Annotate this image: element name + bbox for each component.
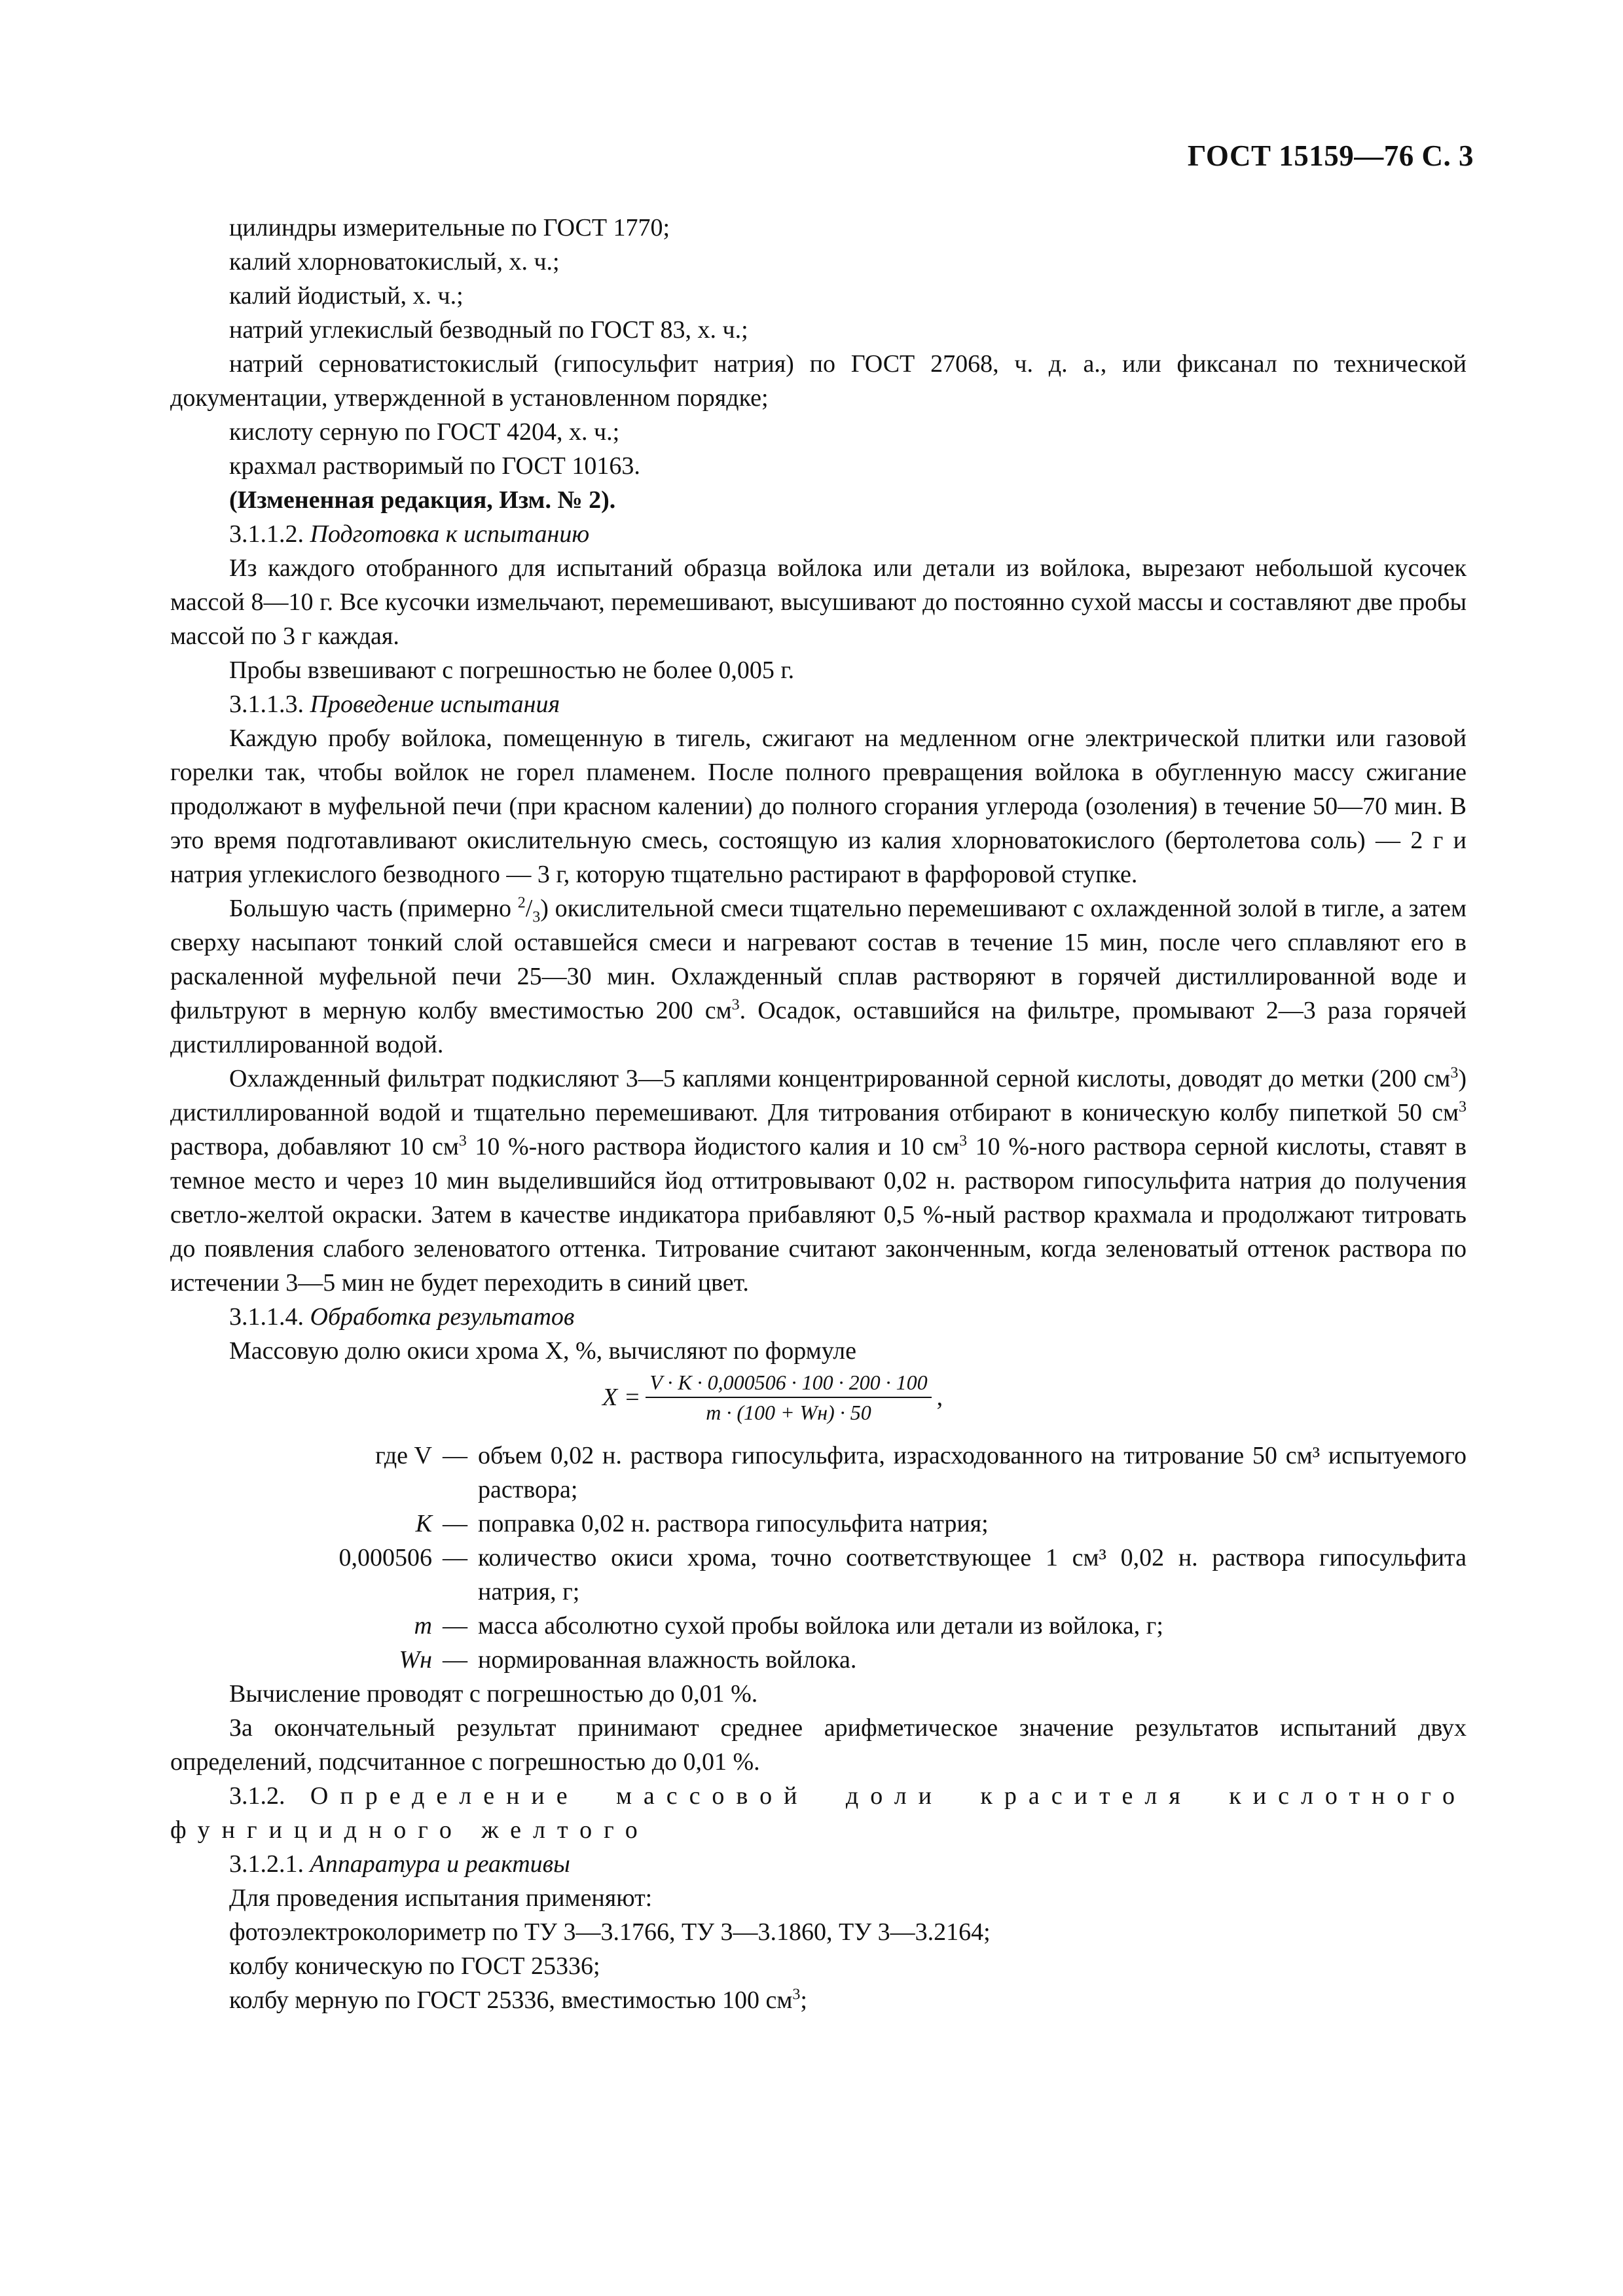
definition-dash: — [443,1544,467,1571]
definition-dash: — [443,1646,467,1674]
reagent-line: калий хлорноватокислый, х. ч.; [229,248,560,276]
paragraph: Каждую пробу войлока, помещенную в тигель, сжигают на медленном огне электрической плитки или газовой горелки так, чтобы войлок не горел пламенем. После полного превращения войлока в обугленную массу сжигание продолжают в муфельной печи (при красном калении) до полного сгорания углерода (озоления) в течение 50—70 мин. В это время подготавливают окислительную смесь, состоящую из калия хлорноватокислого (бертолетова соль) — 2 г и натрия углекислого безводного — 3 г, которую тщательно растирают в фарфоровой ступке. [170,725,1467,888]
reagent-line: цилиндры измерительные по ГОСТ 1770; [229,214,670,242]
equipment-line: колбу мерную по ГОСТ 25336, вместимостью 100 $см^3$; [229,1986,807,2014]
reagent-line: кислоту серную по ГОСТ 4204, х. ч.; [229,418,620,446]
definition-symbol: 0,000506 [338,1544,432,1571]
reagent-line: калий йодистый, х. ч.; [229,282,464,310]
formula-tail: , [936,1384,943,1411]
definition-text: объем 0,02 н. раствора гипосульфита, израсходованного на титрование 50 см³ испытуемого раствора; [478,1442,1467,1503]
definition-symbol: K [415,1510,432,1537]
section-heading [170,1300,1467,1334]
section-title: Аппаратура и реактивы [310,1850,570,1878]
definition-dash: — [443,1510,467,1537]
definition-symbol: Wн [399,1646,432,1674]
definition-row [170,1507,1467,1541]
formula-numerator: V · K · 0,000506 · 100 · 200 · 100 [646,1368,931,1398]
formula-lhs: X = [602,1384,641,1411]
definition-dash: — [443,1442,467,1469]
definition-symbol: m [414,1612,432,1640]
paragraph: Массовую долю окиси хрома X, %, вычисляют по формуле [229,1337,856,1365]
definition-text: нормированная влажность войлока. [478,1646,857,1674]
formula-fraction [646,1368,931,1427]
paragraph: Охлажденный фильтрат подкисляют 3—5 каплями концентрированной серной кислоты, доводят до метки (200 $см^3$) дистиллированной водой и тщательно перемешивают. Для титрования отбирают в коническую колбу пипеткой 50 $см^3$ раствора, добавляют 10 $см^3$ 10 %-ного раствора йодистого калия и 10 $см^3$ 10 %-ного раствора серной кислоты, ставят в темное место и через 10 мин выделившийся йод оттитровывают 0,02 н. раствором гипосульфита натрия до получения светло-желтой окраски. Затем в качестве индикатора прибавляют 0,5 %-ный раствор крахмала и продолжают титровать до появления слабого зеленоватого оттенка. Титрование считают законченным, когда зеленоватый оттенок раствора по истечении 3—5 мин не будет переходить в синий цвет. [170,1064,1467,1297]
paragraph: Вычисление проводят с погрешностью до 0,01 %. [229,1680,758,1708]
section-number: 3.1.1.3. [229,691,304,718]
formula-definitions [170,1439,1467,1677]
section-title: Обработка результатов [310,1303,575,1331]
paragraph: Из каждого отобранного для испытаний образца войлока или детали из войлока, вырезают небольшой кусочек массой 8—10 г. Все кусочки измельчают, перемешивают, высушивают до постоянно сухой массы и составляют две пробы массой по 3 г каждая. [170,554,1467,650]
equipment-line: колбу коническую по ГОСТ 25336; [229,1952,600,1980]
section-heading [170,517,1467,551]
section-number: 3.1.2. [229,1782,285,1810]
paragraph: За окончательный результат принимают среднее арифметическое значение результатов испытаний двух определений, подсчитанное с погрешностью до 0,01 %. [170,1714,1467,1776]
section-title: Определение массовой доли красителя кислотного фунгицидного желтого [170,1782,1467,1844]
paragraph: Пробы взвешивают с погрешностью не более 0,005 г. [229,656,795,684]
section-heading [170,687,1467,721]
reagent-line: крахмал растворимый по ГОСТ 10163. [229,452,640,480]
section-heading [170,1847,1467,1881]
reagent-line: натрий углекислый безводный по ГОСТ 83, х. ч.; [229,316,748,344]
definition-row [170,1439,1467,1507]
section-number: 3.1.2.1. [229,1850,304,1878]
definition-symbol: где V [375,1442,432,1469]
revision-note: (Измененная редакция, Изм. № 2). [229,486,616,514]
document-body [170,211,1467,2017]
definition-row [170,1643,1467,1677]
equipment-line: фотоэлектроколориметр по ТУ 3—3.1766, ТУ 3—3.1860, ТУ 3—3.2164; [229,1918,991,1946]
definition-text: масса абсолютно сухой пробы войлока или детали из войлока, г; [478,1612,1163,1640]
formula [170,1368,1467,1439]
page-header: ГОСТ 15159—76 С. 3 [1187,139,1474,172]
definition-row [170,1541,1467,1609]
section-heading [170,1779,1467,1847]
definition-text: количество окиси хрома, точно соответствующее 1 см³ 0,02 н. раствора гипосульфита натрия, г; [478,1544,1467,1605]
definition-text: поправка 0,02 н. раствора гипосульфита натрия; [478,1510,989,1537]
section-title: Проведение испытания [310,691,560,718]
reagent-line: натрий серноватистокислый (гипосульфит натрия) по ГОСТ 27068, ч. д. а., или фиксанал по технической документации, утвержденной в установленном порядке; [170,350,1467,412]
section-title: Подготовка к испытанию [310,520,590,548]
paragraph: Для проведения испытания применяют: [229,1884,653,1912]
definition-row [170,1609,1467,1643]
formula-denominator: m · (100 + Wн) · 50 [706,1401,871,1424]
section-number: 3.1.1.2. [229,520,304,548]
paragraph: Большую часть (примерно $^2/_3$) окислительной смеси тщательно перемешивают с охлажденной золой в тигле, а затем сверху насыпают тонкий слой оставшейся смеси и нагревают состав в течение 15 мин, после чего сплавляют его в раскаленной муфельной печи 25—30 мин. Охлажденный сплав растворяют в горячей дистиллированной воде и фильтруют в мерную колбу вместимостью 200 $см^3$. Осадок, оставшийся на фильтре, промывают 2—3 раза горячей дистиллированной водой. [170,894,1467,1058]
definition-dash: — [443,1612,467,1640]
section-number: 3.1.1.4. [229,1303,304,1331]
